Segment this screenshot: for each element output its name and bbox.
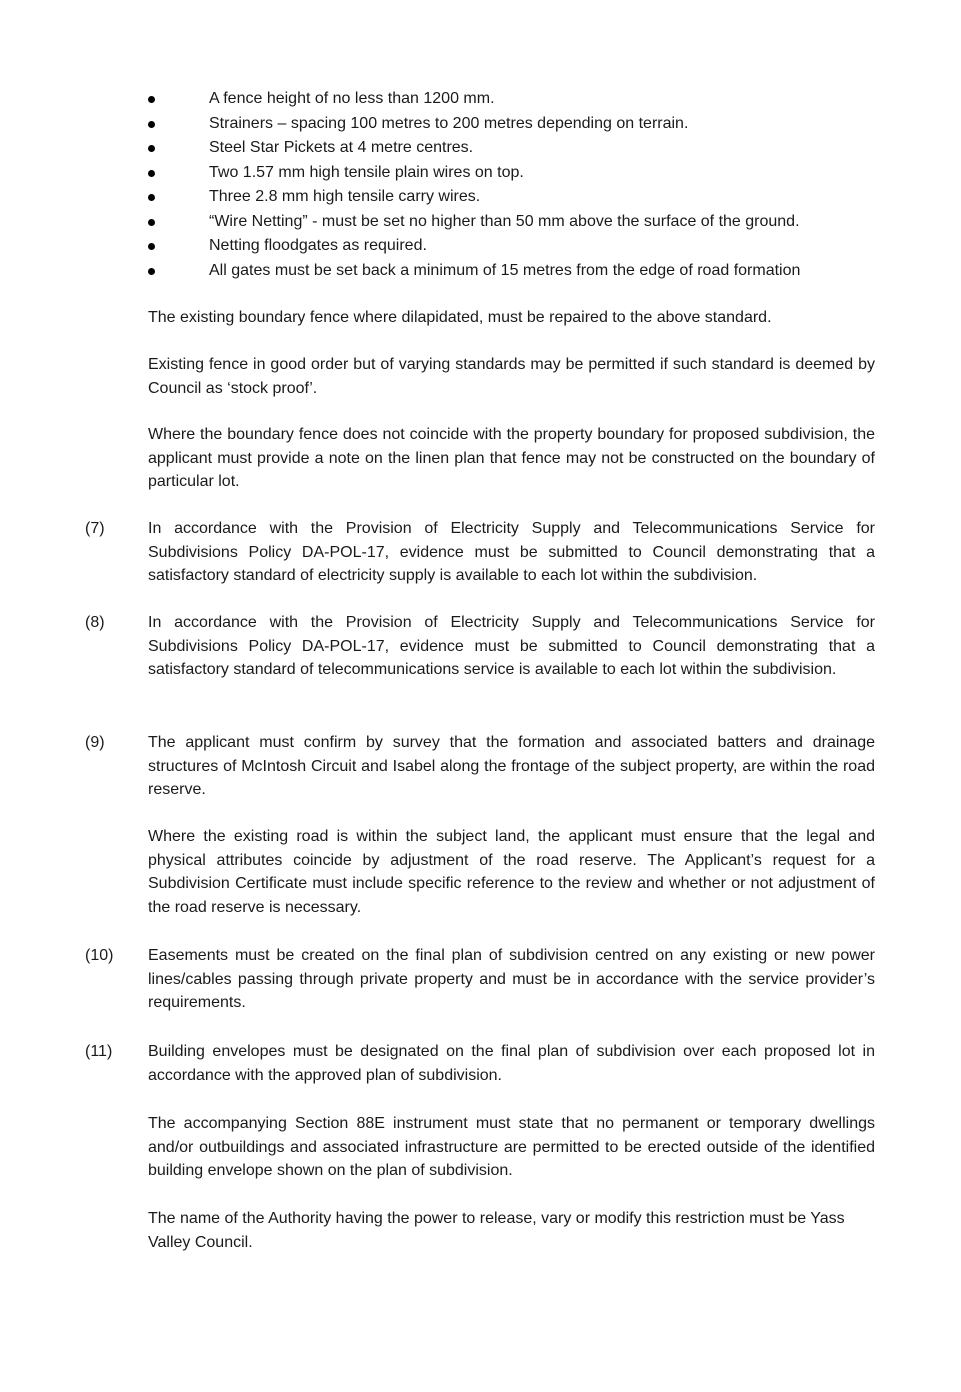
list-item: “Wire Netting” - must be set no higher than 50 mm above the surface of the ground. <box>146 210 886 235</box>
bullet-icon <box>148 145 155 152</box>
bullet-icon <box>148 170 155 177</box>
bullet-icon <box>148 268 155 275</box>
condition-11-text-3: The name of the Authority having the power to release, vary or modify this restriction must be Yass Valley Council. <box>148 1210 845 1251</box>
paragraph-boundary-repair: The existing boundary fence where dilapidated, must be repaired to the above standard. <box>148 309 772 326</box>
list-item: Netting floodgates as required. <box>146 234 886 259</box>
condition-number: (7) <box>85 520 105 537</box>
fence-requirements-list <box>146 87 886 283</box>
list-item: Three 2.8 mm high tensile carry wires. <box>146 185 886 210</box>
condition-number: (11) <box>85 1043 113 1060</box>
condition-number: (9) <box>85 734 105 751</box>
bullet-icon <box>148 194 155 201</box>
paragraph-stock-proof: Existing fence in good order but of varying standards may be permitted if such standard is deemed by Council as ‘stock proof’. <box>148 356 875 397</box>
condition-11-text: Building envelopes must be designated on the final plan of subdivision over each proposed lot in accordance with the approved plan of subdivision. <box>148 1043 875 1084</box>
list-item: Steel Star Pickets at 4 metre centres. <box>146 136 886 161</box>
bullet-icon <box>148 96 155 103</box>
bullet-icon <box>148 121 155 128</box>
condition-7-text: In accordance with the Provision of Electricity Supply and Telecommunications Service for Subdivisions Policy DA-POL-17, evidence must be submitted to Council demonstrating that a satisfactory standard of electricity supply is available to each lot within the subdivision. <box>148 520 875 584</box>
list-item: Strainers – spacing 100 metres to 200 metres depending on terrain. <box>146 112 886 137</box>
condition-11-text-2: The accompanying Section 88E instrument must state that no permanent or temporary dwellings and/or outbuildings and associated infrastructure are permitted to be erected outside of the identified building envelope shown on the plan of subdivision. <box>148 1115 875 1179</box>
list-item: Two 1.57 mm high tensile plain wires on top. <box>146 161 886 186</box>
condition-9-text: The applicant must confirm by survey that the formation and associated batters and drainage structures of McIntosh Circuit and Isabel along the frontage of the subject property, are within the road reserve. <box>148 734 875 798</box>
condition-number: (10) <box>85 947 114 964</box>
paragraph-linen-plan-note: Where the boundary fence does not coincide with the property boundary for proposed subdivision, the applicant must provide a note on the linen plan that fence may not be constructed on the boundary of particular lot. <box>148 426 875 490</box>
bullet-icon <box>148 219 155 226</box>
condition-9-text-2: Where the existing road is within the subject land, the applicant must ensure that the legal and physical attributes coincide by adjustment of the road reserve. The Applicant’s request for a Subdivision Certificate must include specific reference to the review and whether or not adjustment of the road reserve is necessary. <box>148 828 875 916</box>
bullet-icon <box>148 243 155 250</box>
condition-8-text: In accordance with the Provision of Electricity Supply and Telecommunications Service for Subdivisions Policy DA-POL-17, evidence must be submitted to Council demonstrating that a satisfactory standard of telecommunications service is available to each lot within the subdivision. <box>148 614 875 678</box>
list-item: A fence height of no less than 1200 mm. <box>146 87 886 112</box>
list-item: All gates must be set back a minimum of 15 metres from the edge of road formation <box>146 259 886 284</box>
condition-number: (8) <box>85 614 105 631</box>
condition-10-text: Easements must be created on the final plan of subdivision centred on any existing or new power lines/cables passing through private property and must be in accordance with the service provider’s requirements. <box>148 947 875 1011</box>
